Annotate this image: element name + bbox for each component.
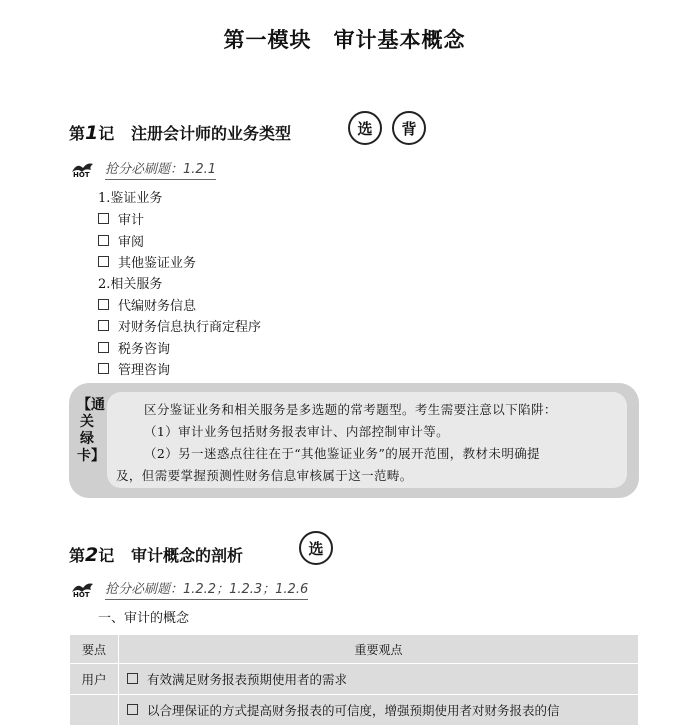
table-row	[70, 695, 639, 726]
table-header-value: 重要观点	[119, 635, 639, 664]
section-prefix: 第	[69, 546, 86, 565]
subheading: 一、审计的概念	[98, 611, 190, 626]
checkbox-item: 税务咨询	[98, 338, 170, 357]
hot-practice-text: 抢分必刷题：1.2.2；1.2.3；1.2.6	[105, 582, 308, 600]
checkbox-item: 审计	[98, 209, 144, 228]
hot-icon	[69, 580, 99, 598]
pass-card-text	[116, 399, 621, 487]
svg-text:HOT: HOT	[73, 590, 90, 598]
hot-practice-label	[69, 578, 308, 598]
hot-icon	[69, 160, 99, 178]
checkbox-icon	[98, 320, 109, 331]
page-title: 第一模块 审计基本概念	[223, 28, 466, 52]
card-line: （2）另一迷惑点往往在于“其他鉴证业务”的展开范围，教材未明确提	[144, 446, 541, 461]
table-cell-value: 以合理保证的方式提高财务报表的可信度，增强预期使用者对财务报表的信	[119, 695, 639, 726]
checkbox-item: 管理咨询	[98, 359, 170, 378]
audit-concept-table	[69, 634, 639, 726]
section-suffix: 记	[98, 546, 115, 565]
card-line: 及，但需要掌握预测性财务信息审核属于这一范畴。	[116, 468, 413, 483]
table-row	[70, 664, 639, 695]
checkbox-icon	[98, 363, 109, 374]
card-line: 区分鉴证业务和相关服务是多选题的常考题型。考生需要注意以下陷阱：	[144, 402, 557, 417]
memorize-seal-icon: 背	[392, 111, 426, 145]
table-header-key: 要点	[70, 635, 119, 664]
section-prefix: 第	[69, 124, 86, 143]
checkbox-icon	[127, 673, 138, 684]
checkbox-icon	[98, 256, 109, 267]
checkbox-icon	[98, 299, 109, 310]
section-number: 2	[85, 544, 99, 566]
card-line: （1）审计业务包括财务报表审计、内部控制审计等。	[144, 424, 450, 439]
select-seal-icon: 选	[299, 531, 333, 565]
checkbox-icon	[98, 213, 109, 224]
section-number: 1	[85, 122, 99, 144]
table-cell-value: 有效满足财务报表预期使用者的需求	[119, 664, 639, 695]
hot-practice-label	[69, 158, 216, 178]
checkbox-item: 代编财务信息	[98, 295, 196, 314]
section-title: 审计概念的剖析	[130, 546, 243, 565]
checkbox-item: 其他鉴证业务	[98, 252, 196, 271]
pass-card-label: 【通关绿卡】	[77, 397, 105, 464]
group-title-related: 2.相关服务	[98, 277, 163, 292]
table-header-row	[70, 635, 639, 664]
select-seal-icon: 选	[348, 111, 382, 145]
checkbox-item: 对财务信息执行商定程序	[98, 316, 261, 335]
checkbox-icon	[127, 704, 138, 715]
table-cell-key	[70, 695, 119, 726]
section-suffix: 记	[98, 124, 115, 143]
svg-text:HOT: HOT	[73, 170, 90, 178]
section-1-heading	[69, 121, 291, 144]
checkbox-icon	[98, 235, 109, 246]
checkbox-item: 审阅	[98, 231, 144, 250]
checkbox-icon	[98, 342, 109, 353]
section-2-heading	[69, 543, 243, 566]
table-cell-key: 用户	[70, 664, 119, 695]
hot-practice-text: 抢分必刷题：1.2.1	[105, 162, 216, 180]
group-title-assurance: 1.鉴证业务	[98, 191, 163, 206]
section-title: 注册会计师的业务类型	[130, 124, 291, 143]
